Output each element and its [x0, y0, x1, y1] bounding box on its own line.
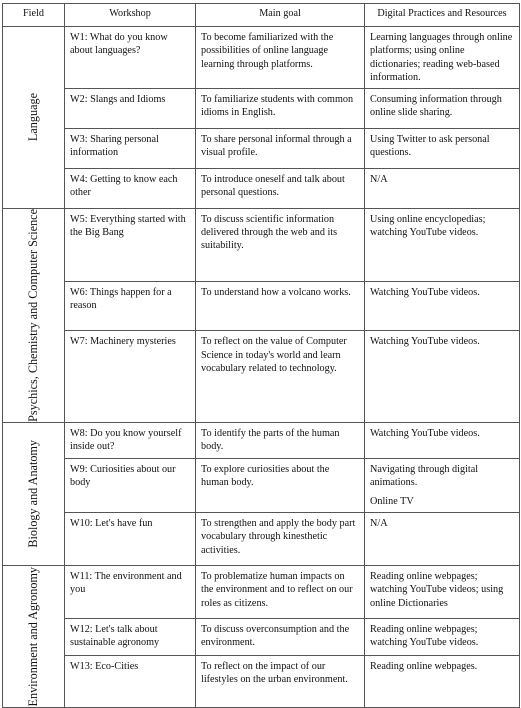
header-digital-practices: Digital Practices and Resources: [365, 4, 520, 27]
field-label: Psychics, Chemistry and Computer Science: [26, 208, 40, 422]
field-label: Biology and Anatomy: [26, 439, 40, 548]
workshop-cell: W6: Things happen for a reason: [65, 281, 196, 331]
table-row: [3, 512, 520, 565]
practices-cell: Using Twitter to ask personal questions.: [365, 128, 520, 168]
goal-cell: To discuss overconsumption and the environment.: [196, 618, 365, 655]
practices-cell: N/A: [365, 512, 520, 565]
practices-cell: Watching YouTube videos.: [365, 331, 520, 422]
practices-cell: Watching YouTube videos.: [365, 281, 520, 331]
goal-cell: To reflect on the impact of our lifestyles on the urban environment.: [196, 655, 365, 707]
goal-cell: To identify the parts of the human body.: [196, 422, 365, 458]
field-cell: [3, 422, 65, 565]
table-row: [3, 128, 520, 168]
table-row: [3, 168, 520, 208]
header-workshop: Workshop: [65, 4, 196, 27]
practices-text: Navigating through digital animations.: [370, 463, 479, 488]
workshop-cell: W12: Let's talk about sustainable agronomy: [65, 618, 196, 655]
table-row: [3, 655, 520, 707]
table-row: [3, 88, 520, 128]
field-cell: [3, 565, 65, 707]
workshop-cell: W3: Sharing personal information: [65, 128, 196, 168]
header-field: Field: [3, 4, 65, 27]
practices-cell: N/A: [365, 168, 520, 208]
goal-cell: To explore curiosities about the human body.: [196, 458, 365, 512]
practices-cell: Watching YouTube videos.: [365, 422, 520, 458]
goal-cell: To problematize human impacts on the environment and to reflect on our roles as citizens.: [196, 565, 365, 618]
workshops-table: [2, 3, 520, 708]
goal-cell: To strengthen and apply the body part vocabulary through kinesthetic activities.: [196, 512, 365, 565]
table-row: [3, 458, 520, 512]
goal-cell: To discuss scientific information delivered through the web and its suitability.: [196, 208, 365, 281]
practices-cell: Learning languages through online platforms; using online dictionaries; reading web-based information.: [365, 27, 520, 89]
field-label: Environment and Agronomy: [26, 566, 40, 706]
practices-cell: Reading online webpages.: [365, 655, 520, 707]
workshop-cell: W2: Slangs and Idioms: [65, 88, 196, 128]
workshop-cell: W4: Getting to know each other: [65, 168, 196, 208]
practices-cell: Using online encyclopedias; watching YouTube videos.: [365, 208, 520, 281]
field-label: Language: [26, 93, 40, 142]
workshop-cell: W7: Machinery mysteries: [65, 331, 196, 422]
practices-cell: Reading online webpages; watching YouTube videos.: [365, 618, 520, 655]
table-row: [3, 565, 520, 618]
workshop-cell: W1: What do you know about languages?: [65, 27, 196, 89]
table-row: [3, 422, 520, 458]
goal-cell: To familiarize students with common idioms in English.: [196, 88, 365, 128]
practices-cell: [365, 458, 520, 512]
goal-cell: To understand how a volcano works.: [196, 281, 365, 331]
table-row: [3, 281, 520, 331]
practices-extra: Online TV: [370, 496, 414, 508]
workshop-cell: W13: Eco-Cities: [65, 655, 196, 707]
table-row: [3, 208, 520, 281]
table-row: [3, 331, 520, 422]
goal-cell: To share personal informal through a visual profile.: [196, 128, 365, 168]
header-row: [3, 4, 520, 27]
field-cell: [3, 208, 65, 422]
field-cell: [3, 27, 65, 209]
workshop-cell: W11: The environment and you: [65, 565, 196, 618]
workshop-cell: W5: Everything started with the Big Bang: [65, 208, 196, 281]
workshop-cell: W9: Curiosities about our body: [65, 458, 196, 512]
header-main-goal: Main goal: [196, 4, 365, 27]
goal-cell: To introduce oneself and talk about personal questions.: [196, 168, 365, 208]
table-row: [3, 27, 520, 89]
workshop-cell: W8: Do you know yourself inside out?: [65, 422, 196, 458]
goal-cell: To reflect on the value of Computer Science in today's world and learn vocabulary related to technology.: [196, 331, 365, 422]
workshop-cell: W10: Let's have fun: [65, 512, 196, 565]
goal-cell: To become familiarized with the possibilities of online language learning through platforms.: [196, 27, 365, 89]
practices-cell: Consuming information through online slide sharing.: [365, 88, 520, 128]
practices-cell: Reading online webpages; watching YouTube videos; using online Dictionaries: [365, 565, 520, 618]
